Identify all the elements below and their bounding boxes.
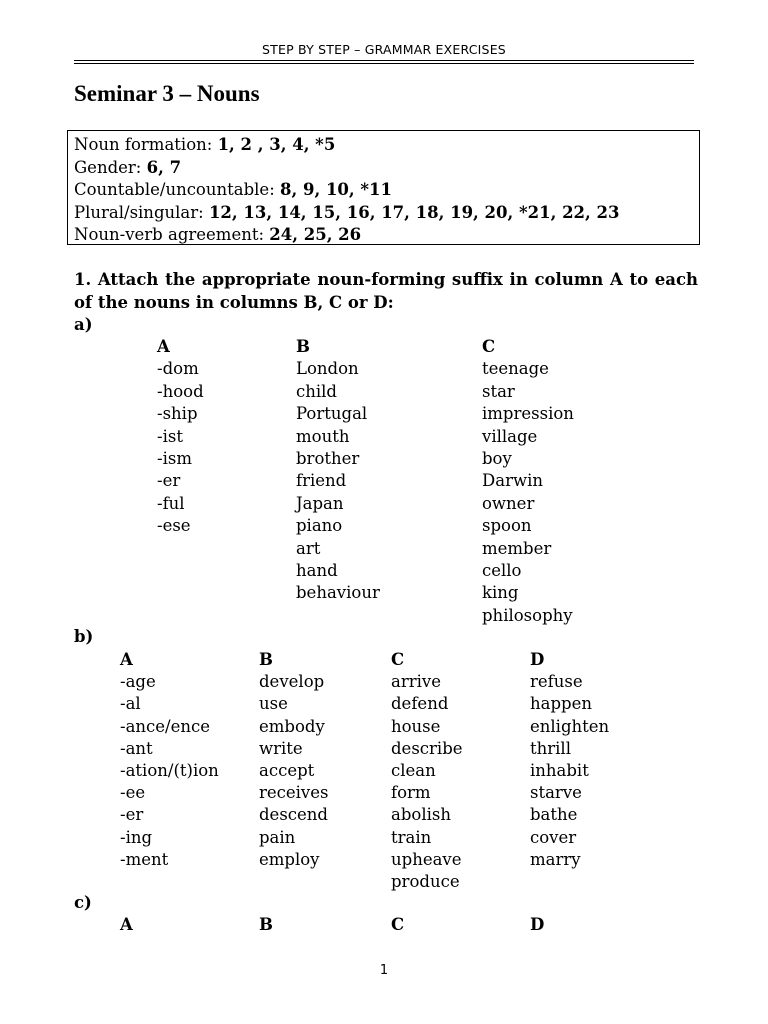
list-item: mouth [296,426,350,446]
list-item: -al [120,694,141,714]
summary-line-agreement: Noun-verb agreement: 24, 25, 26 [74,225,362,244]
list-item: star [482,381,515,401]
list-item: art [296,538,321,558]
part-b-column-c [391,649,463,893]
list-item: form [391,783,431,803]
summary-line-noun-formation: Noun formation: 1, 2 , 3, 4, *5 [74,135,336,154]
exercise-1-instruction: 1. Attach the appropriate noun-forming suffix in column A to each of the nouns in columns B, C or D: [74,270,698,312]
list-item: -ment [120,849,169,869]
column-heading: C [391,650,405,669]
list-item: -age [120,672,156,692]
list-item: defend [391,694,449,714]
summary-line-countable: Countable/uncountable: 8, 9, 10, *11 [74,180,392,199]
list-item: develop [259,672,325,692]
list-item: -ee [120,783,146,803]
part-b-label: b) [74,627,94,646]
list-item: upheave [391,849,462,869]
list-item: -hood [157,381,204,401]
part-c-column-c [391,914,404,936]
column-heading: C [391,915,405,934]
list-item: -dom [157,359,199,379]
list-item: -ance/ence [120,716,211,736]
list-item: owner [482,493,535,513]
column-heading: B [296,337,310,356]
list-item: clean [391,760,436,780]
list-item: cello [482,560,522,580]
list-item: bathe [530,805,578,825]
list-item: -ism [157,448,192,468]
list-item: -ing [120,827,153,847]
part-a-column-b [296,336,380,605]
list-item: behaviour [296,583,380,603]
list-item: piano [296,516,343,536]
list-item: use [259,694,288,714]
column-heading: D [530,915,545,934]
column-heading: B [259,650,273,669]
list-item: describe [391,738,463,758]
list-item: starve [530,783,582,803]
list-item: cover [530,827,577,847]
running-header: STEP BY STEP – GRAMMAR EXERCISES [262,42,506,57]
summary-line-gender: Gender: 6, 7 [74,157,182,177]
column-heading: B [259,915,273,934]
part-a-column-c [482,336,574,627]
part-b-column-b [259,649,329,871]
list-item: brother [296,448,360,468]
list-item: -er [157,471,181,491]
list-item: thrill [530,738,571,758]
list-item: friend [296,471,347,491]
list-item: -ship [157,404,198,424]
list-item: arrive [391,672,441,692]
list-item: member [482,538,552,558]
list-item: refuse [530,672,583,692]
list-item: pain [259,827,296,847]
list-item: Japan [296,493,344,513]
list-item: house [391,716,441,736]
page-number: 1 [379,963,389,978]
list-item: Portugal [296,404,368,424]
summary-line-plural: Plural/singular: 12, 13, 14, 15, 16, 17, 18, 19, 20, *21, 22, 23 [74,202,620,222]
list-item: embody [259,716,325,736]
topic-summary-box [67,130,700,245]
list-item: -er [120,805,144,825]
list-item: enlighten [530,716,610,736]
part-c-column-d [530,914,544,936]
list-item: impression [482,404,574,424]
list-item: teenage [482,359,549,379]
list-item: abolish [391,805,451,825]
page-title: Seminar 3 – Nouns [74,81,260,106]
list-item: marry [530,849,581,869]
list-item: -ful [157,493,185,513]
list-item: inhabit [530,760,589,780]
list-item: village [482,426,538,446]
list-item: -ist [157,426,183,446]
column-heading: A [120,915,133,934]
list-item: spoon [482,516,532,536]
part-c-column-b [259,914,273,936]
list-item: train [391,827,432,847]
header-double-rule [74,60,694,64]
list-item: -ation/(t)ion [120,760,219,780]
list-item: happen [530,694,592,714]
list-item: philosophy [482,605,573,625]
list-item: -ant [120,738,153,758]
column-heading: A [120,650,133,669]
list-item: Darwin [482,471,543,491]
part-c-label: c) [74,893,92,912]
list-item: child [296,381,337,401]
list-item: employ [259,849,320,869]
list-item: descend [259,805,328,825]
part-b-column-a [120,649,219,871]
column-heading: C [482,337,496,356]
part-a-column-a [157,336,204,538]
part-a-label: a) [74,315,93,334]
list-item: write [259,738,303,758]
list-item: produce [391,871,460,891]
part-b-column-d [530,649,609,871]
column-heading: A [157,337,170,356]
list-item: -ese [157,516,191,536]
list-item: boy [482,448,512,468]
list-item: London [296,359,359,379]
list-item: receives [259,783,329,803]
list-item: king [482,583,519,603]
part-c-column-a [120,914,133,936]
column-heading: D [530,650,545,669]
list-item: accept [259,760,315,780]
list-item: hand [296,560,338,580]
